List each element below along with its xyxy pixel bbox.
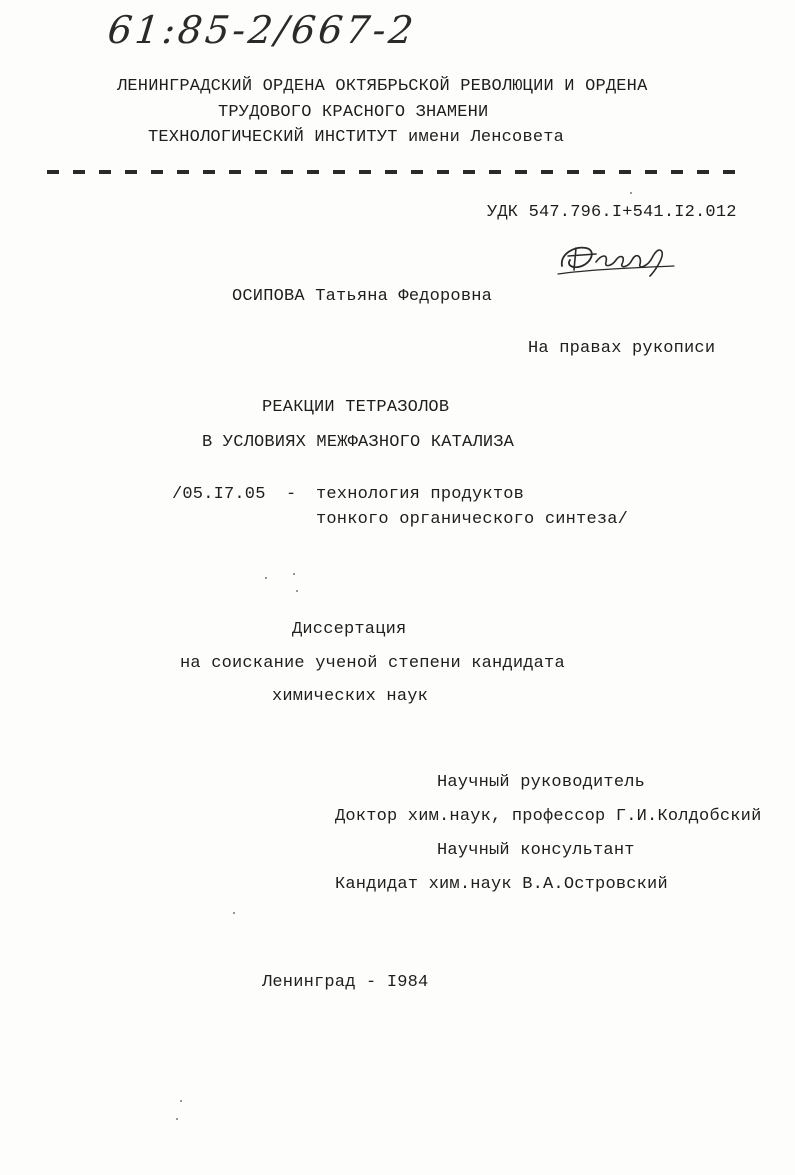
institution-line-1: ЛЕНИНГРАДСКИЙ ОРДЕНА ОКТЯБРЬСКОЙ РЕВОЛЮЦИИ И ОРДЕНА: [117, 77, 648, 96]
specialty-name-line-1: технология продуктов: [316, 485, 525, 504]
manuscript-rights: На правах рукописи: [528, 339, 716, 358]
specialty-name-line-2: тонкого органического синтеза/: [316, 510, 629, 529]
dashed-separator: [47, 170, 747, 174]
institution-line-3: ТЕХНОЛОГИЧЕСКИЙ ИНСТИТУТ имени Ленсовета: [148, 128, 565, 147]
archive-number-handwritten: 61:85-2/667-2: [105, 8, 419, 52]
city-year: Ленинград - I984: [262, 973, 429, 992]
degree-line-1: Диссертация: [292, 620, 407, 639]
title-line-2: В УСЛОВИЯХ МЕЖФАЗНОГО КАТАЛИЗА: [202, 433, 515, 452]
specialty-dash: -: [286, 485, 297, 504]
scan-speck: [293, 573, 295, 575]
scan-speck: [180, 1100, 182, 1102]
scan-speck: [176, 1118, 178, 1120]
supervisor-label: Научный руководитель: [437, 773, 646, 792]
scan-speck: [630, 192, 632, 194]
author-name: ОСИПОВА Татьяна Федоровна: [232, 287, 493, 306]
specialty-code: /05.I7.05: [172, 485, 266, 504]
consultant-name: Кандидат хим.наук В.А.Островский: [335, 875, 668, 894]
supervisor-name: Доктор хим.наук, профессор Г.И.Колдобский: [335, 807, 762, 826]
handwritten-signature: [556, 236, 680, 280]
consultant-label: Научный консультант: [437, 841, 635, 860]
udc-code: УДК 547.796.I+541.I2.012: [487, 203, 737, 222]
title-line-1: РЕАКЦИИ ТЕТРАЗОЛОВ: [262, 398, 450, 417]
degree-line-3: химических наук: [272, 687, 429, 706]
scan-speck: [233, 912, 235, 914]
scan-speck: [265, 577, 267, 579]
scan-speck: [296, 590, 298, 592]
institution-line-2: ТРУДОВОГО КРАСНОГО ЗНАМЕНИ: [218, 103, 489, 122]
degree-line-2: на соискание ученой степени кандидата: [180, 654, 565, 673]
